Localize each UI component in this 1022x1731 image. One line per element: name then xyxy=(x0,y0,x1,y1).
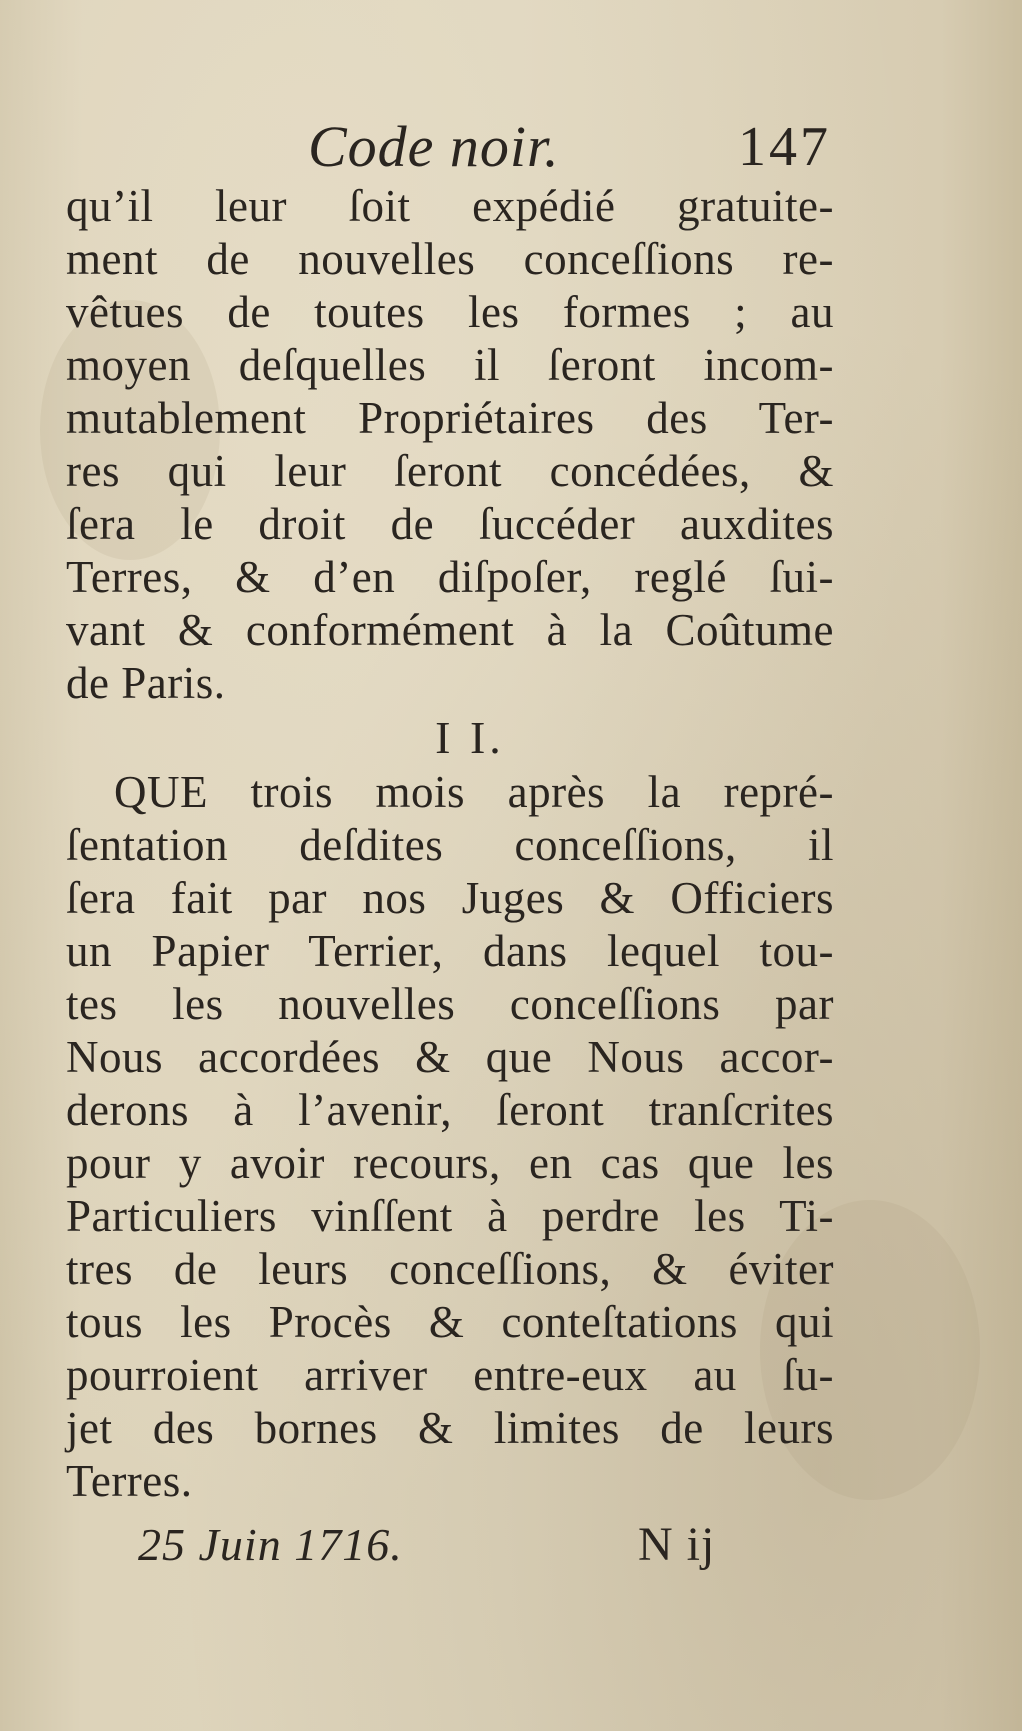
text-line: Nous accordées & que Nous accor- xyxy=(66,1032,834,1082)
body-text xyxy=(66,180,834,1508)
text-line: vêtues de toutes les formes ; au xyxy=(66,287,834,337)
text-line: un Papier Terrier, dans lequel tou- xyxy=(66,926,834,976)
text-line: jet des bornes & limites de leurs xyxy=(66,1403,834,1453)
text-line: ſentation deſdites conceſſions, il xyxy=(66,820,834,870)
section-heading: I I. xyxy=(435,712,505,763)
page-footer xyxy=(0,1510,1022,1580)
text-line: ment de nouvelles conceſſions re- xyxy=(66,234,834,284)
page-number: 147 xyxy=(738,116,831,178)
text-line: derons à l’avenir, ſeront tranſcrites xyxy=(66,1085,834,1135)
text-line: de Paris. xyxy=(66,658,226,708)
text-line: moyen deſquelles il ſeront incom- xyxy=(66,340,834,390)
text-line: pourroient arriver entre-eux au ſu- xyxy=(66,1350,834,1400)
text-line: QUE trois mois après la repré- xyxy=(114,767,834,817)
paragraph-2 xyxy=(66,766,834,1508)
text-line: mutablement Propriétaires des Ter- xyxy=(66,393,834,443)
date-line: 25 Juin 1716. xyxy=(138,1519,403,1570)
text-line: Terres. xyxy=(66,1456,193,1506)
text-line: tous les Procès & conteſtations qui xyxy=(66,1297,834,1347)
text-line: Terres, & d’en diſpoſer, reglé ſui- xyxy=(66,552,834,602)
text-line: pour y avoir recours, en cas que les xyxy=(66,1138,834,1188)
paragraph-1 xyxy=(66,180,834,710)
text-line: qu’il leur ſoit expédié gratuite- xyxy=(66,181,834,231)
running-title: Code noir. xyxy=(308,114,560,179)
text-line: vant & conformément à la Coûtume xyxy=(66,605,834,655)
page-header xyxy=(0,112,1022,182)
text-line: tres de leurs conceſſions, & éviter xyxy=(66,1244,834,1294)
text-line: Particuliers vinſſent à perdre les Ti- xyxy=(66,1191,834,1241)
text-line: ſera fait par nos Juges & Officiers xyxy=(66,873,834,923)
text-line: tes les nouvelles conceſſions par xyxy=(66,979,834,1029)
signature-mark: N ij xyxy=(638,1518,716,1571)
text-line: res qui leur ſeront concédées, & xyxy=(66,446,834,496)
text-line: ſera le droit de ſuccéder auxdites xyxy=(66,499,834,549)
